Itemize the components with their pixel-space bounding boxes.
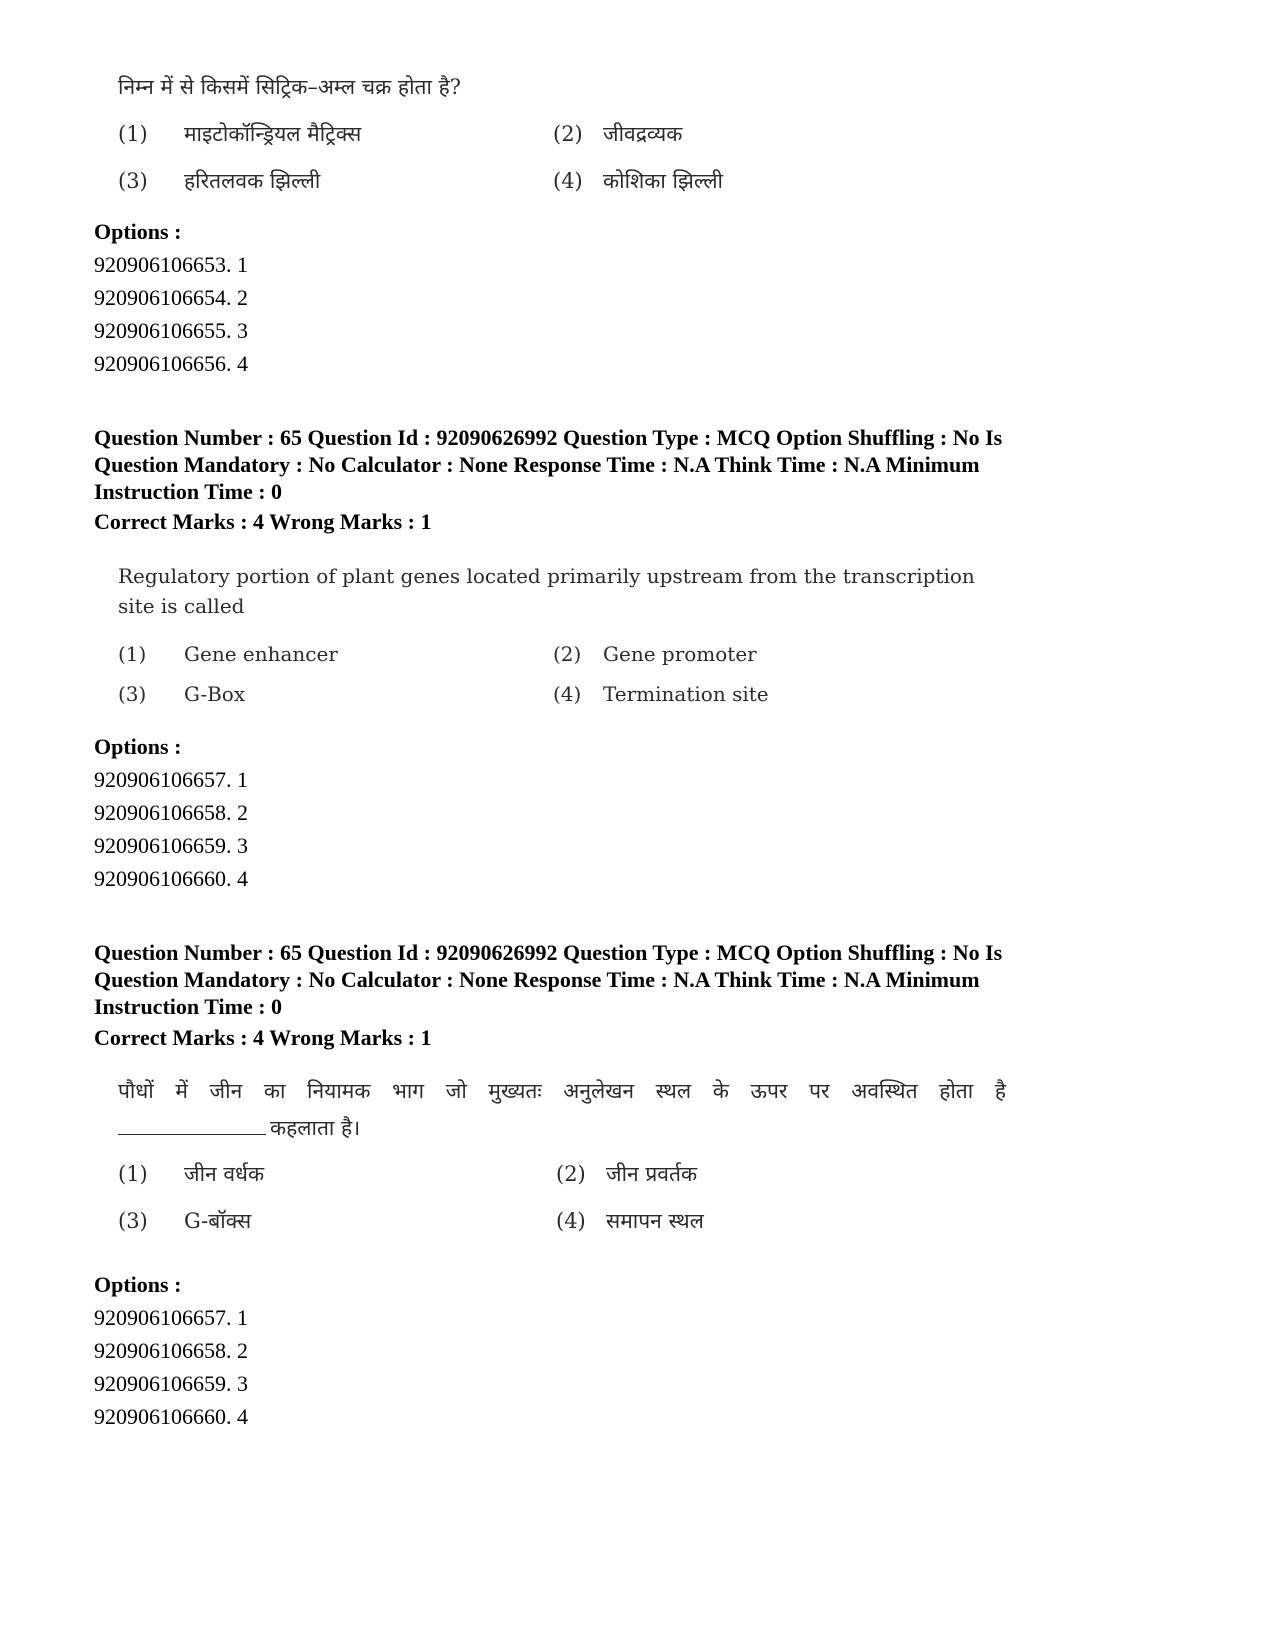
choice-number: (1) xyxy=(118,1162,148,1186)
choice-text: G-बॉक्स xyxy=(184,1209,252,1233)
choice-2 xyxy=(553,120,682,148)
option-item: 920906106654. 2 xyxy=(94,285,248,310)
choice-number: (3) xyxy=(118,1209,148,1233)
choice-text: Gene promoter xyxy=(603,642,757,666)
options-list xyxy=(94,1301,248,1433)
choice-number: (2) xyxy=(553,642,582,666)
meta-line: Question Number : 65 Question Id : 92090626992 Question Type : MCQ Option Shuffling : No Is xyxy=(94,425,1003,450)
choice-3 xyxy=(118,1207,251,1235)
meta-line: Question Mandatory : No Calculator : None Response Time : N.A Think Time : N.A Minimum xyxy=(94,452,980,477)
choice-text: समापन स्थल xyxy=(606,1209,704,1233)
question-stem-line: पौधों में जीन का नियामक भाग जो मुख्यतः अनुलेखन स्थल के ऊपर पर अवस्थित होता है xyxy=(118,1079,1006,1103)
choice-text: जीवद्रव्यक xyxy=(603,122,683,146)
choice-text: कोशिका झिल्ली xyxy=(603,169,723,193)
choice-number: (4) xyxy=(553,169,583,193)
question-meta xyxy=(94,939,1094,1020)
choice-4 xyxy=(556,1207,704,1235)
choice-text: Termination site xyxy=(603,682,769,706)
options-list xyxy=(94,248,248,380)
question-image-2 xyxy=(118,561,1068,621)
option-item: 920906106658. 2 xyxy=(94,1338,248,1363)
options-list xyxy=(94,763,248,895)
choice-text: Gene enhancer xyxy=(184,642,338,666)
choice-number: (3) xyxy=(118,169,148,193)
choice-2 xyxy=(556,1160,697,1188)
question-image-1 xyxy=(118,72,1068,103)
choice-number: (1) xyxy=(118,122,148,146)
meta-line: Question Number : 65 Question Id : 92090626992 Question Type : MCQ Option Shuffling : No Is xyxy=(94,940,1003,965)
option-item: 920906106658. 2 xyxy=(94,800,248,825)
option-item: 920906106657. 1 xyxy=(94,1305,248,1330)
choice-text: माइटोकॉन्ड्रियल मैट्रिक्स xyxy=(184,122,362,146)
choice-number: (4) xyxy=(553,682,582,706)
choice-2 xyxy=(553,642,757,666)
choice-4 xyxy=(553,682,769,706)
meta-line: Instruction Time : 0 xyxy=(94,479,283,504)
choice-number: (1) xyxy=(118,642,147,666)
option-item: 920906106656. 4 xyxy=(94,351,248,376)
choice-text: जीन वर्धक xyxy=(184,1162,265,1186)
choice-text: हरितलवक झिल्ली xyxy=(184,169,321,193)
option-item: 920906106657. 1 xyxy=(94,767,248,792)
option-item: 920906106660. 4 xyxy=(94,866,248,891)
options-label: Options : xyxy=(94,1272,182,1297)
choice-3 xyxy=(118,167,320,195)
choice-3 xyxy=(118,682,245,706)
choice-number: (4) xyxy=(556,1209,586,1233)
question-stem: निम्न में से किसमें सिट्रिक–अम्ल चक्र होता है? xyxy=(118,75,461,99)
question-stem-line: कहलाता है। xyxy=(270,1116,361,1140)
option-item: 920906106659. 3 xyxy=(94,833,248,858)
choice-4 xyxy=(553,167,723,195)
options-label: Options : xyxy=(94,219,182,244)
fill-in-blank xyxy=(118,1114,266,1135)
options-label: Options : xyxy=(94,734,182,759)
option-item: 920906106655. 3 xyxy=(94,318,248,343)
marks-line: Correct Marks : 4 Wrong Marks : 1 xyxy=(94,509,432,534)
choice-1 xyxy=(118,642,338,666)
choice-text: जीन प्रवर्तक xyxy=(606,1162,698,1186)
question-stem-line: site is called xyxy=(118,594,245,618)
meta-line: Instruction Time : 0 xyxy=(94,994,283,1019)
option-item: 920906106653. 1 xyxy=(94,252,248,277)
choice-1 xyxy=(118,1160,264,1188)
question-stem-line: Regulatory portion of plant genes located primarily upstream from the transcription xyxy=(118,564,975,588)
marks-line: Correct Marks : 4 Wrong Marks : 1 xyxy=(94,1025,432,1050)
option-item: 920906106660. 4 xyxy=(94,1404,248,1429)
choice-number: (3) xyxy=(118,682,147,706)
choice-text: G-Box xyxy=(184,682,246,706)
question-meta xyxy=(94,424,1094,505)
meta-line: Question Mandatory : No Calculator : None Response Time : N.A Think Time : N.A Minimum xyxy=(94,967,980,992)
option-item: 920906106659. 3 xyxy=(94,1371,248,1396)
choice-number: (2) xyxy=(556,1162,586,1186)
question-image-3 xyxy=(118,1076,1006,1145)
choice-number: (2) xyxy=(553,122,583,146)
choice-1 xyxy=(118,120,361,148)
